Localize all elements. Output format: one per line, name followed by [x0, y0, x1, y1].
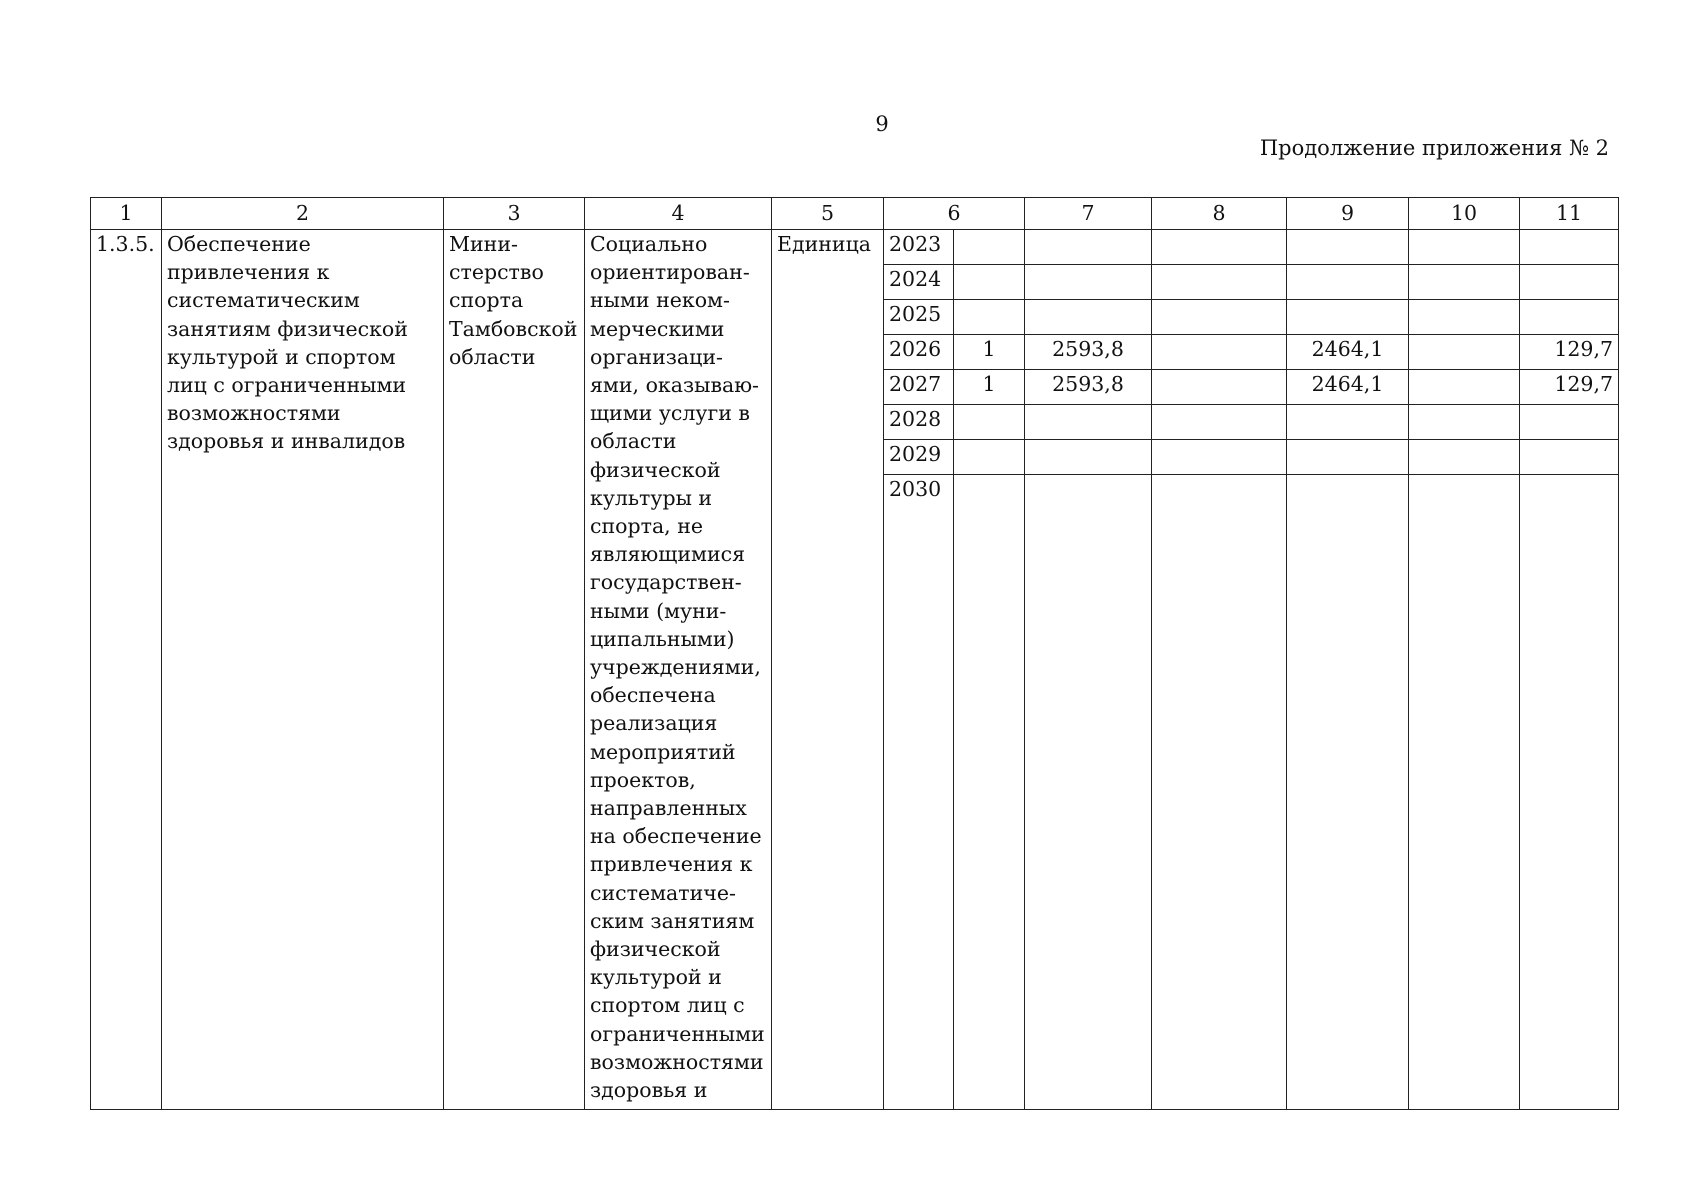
quantity-cell — [954, 475, 1025, 1110]
header-cell-8: 8 — [1152, 198, 1287, 230]
year-cell: 2030 — [884, 475, 954, 1110]
value-cell-9 — [1287, 440, 1409, 475]
value-cell-10 — [1409, 230, 1520, 265]
value-cell-10 — [1409, 405, 1520, 440]
header-cell-4: 4 — [585, 198, 772, 230]
year-cell: 2029 — [884, 440, 954, 475]
header-cell-3: 3 — [444, 198, 585, 230]
value-cell-11 — [1520, 230, 1619, 265]
unit: Единица — [772, 230, 884, 1110]
executor: Мини- стерство спорта Тамбовской области — [444, 230, 585, 1110]
value-cell-10 — [1409, 265, 1520, 300]
value-cell-9 — [1287, 405, 1409, 440]
value-cell-7: 2593,8 — [1025, 370, 1152, 405]
value-cell-7 — [1025, 265, 1152, 300]
page-number: 9 — [875, 112, 889, 136]
value-cell-11 — [1520, 265, 1619, 300]
value-cell-11 — [1520, 405, 1619, 440]
year-cell: 2025 — [884, 300, 954, 335]
value-cell-7 — [1025, 230, 1152, 265]
value-cell-8 — [1152, 440, 1287, 475]
value-cell-9 — [1287, 230, 1409, 265]
value-cell-11 — [1520, 440, 1619, 475]
year-cell: 2024 — [884, 265, 954, 300]
header-cell-5: 5 — [772, 198, 884, 230]
quantity-cell — [954, 265, 1025, 300]
value-cell-7 — [1025, 300, 1152, 335]
value-cell-9: 2464,1 — [1287, 335, 1409, 370]
header-cell-6: 6 — [884, 198, 1025, 230]
header-cell-1: 1 — [91, 198, 162, 230]
quantity-cell — [954, 405, 1025, 440]
value-cell-10 — [1409, 475, 1520, 1110]
value-cell-9 — [1287, 265, 1409, 300]
value-cell-10 — [1409, 300, 1520, 335]
table-row — [91, 230, 1619, 265]
value-cell-9: 2464,1 — [1287, 370, 1409, 405]
value-cell-11: 129,7 — [1520, 335, 1619, 370]
quantity-cell — [954, 300, 1025, 335]
appendix-table — [90, 197, 1619, 1110]
value-cell-7 — [1025, 405, 1152, 440]
value-cell-10 — [1409, 335, 1520, 370]
value-cell-8 — [1152, 300, 1287, 335]
activity-name: Обеспечение привлечения к систематическим занятиям физической культурой и спортом лиц с ограниченными возможностями здоровья и инвалидов — [162, 230, 444, 1110]
result-description: Социально ориентирован- ными неком- мерческими организаци- ями, оказываю- щими услуги в области физической культуры и спорта, не являющимися государствен- ными (муни- ципальными) учреждениями, обеспечена реализация мероприятий проектов, направленных на обеспечение привлечения к систематиче- ским занятиям физической культурой и спортом лиц с ограниченными возможностями здоровья и — [585, 230, 772, 1110]
value-cell-8 — [1152, 475, 1287, 1110]
quantity-cell — [954, 440, 1025, 475]
value-cell-7 — [1025, 440, 1152, 475]
value-cell-9 — [1287, 300, 1409, 335]
value-cell-10 — [1409, 370, 1520, 405]
header-cell-10: 10 — [1409, 198, 1520, 230]
year-cell: 2026 — [884, 335, 954, 370]
value-cell-8 — [1152, 405, 1287, 440]
header-row — [91, 198, 1619, 230]
value-cell-8 — [1152, 335, 1287, 370]
value-cell-11 — [1520, 300, 1619, 335]
appendix-title: Продолжение приложения № 2 — [1259, 136, 1609, 160]
value-cell-10 — [1409, 440, 1520, 475]
year-cell: 2027 — [884, 370, 954, 405]
value-cell-11 — [1520, 475, 1619, 1110]
year-cell: 2028 — [884, 405, 954, 440]
year-cell: 2023 — [884, 230, 954, 265]
value-cell-9 — [1287, 475, 1409, 1110]
header-cell-2: 2 — [162, 198, 444, 230]
value-cell-7: 2593,8 — [1025, 335, 1152, 370]
value-cell-8 — [1152, 230, 1287, 265]
header-cell-11: 11 — [1520, 198, 1619, 230]
quantity-cell: 1 — [954, 335, 1025, 370]
value-cell-7 — [1025, 475, 1152, 1110]
value-cell-8 — [1152, 370, 1287, 405]
quantity-cell: 1 — [954, 370, 1025, 405]
value-cell-11: 129,7 — [1520, 370, 1619, 405]
header-cell-7: 7 — [1025, 198, 1152, 230]
quantity-cell — [954, 230, 1025, 265]
value-cell-8 — [1152, 265, 1287, 300]
row-number: 1.3.5. — [91, 230, 162, 1110]
header-cell-9: 9 — [1287, 198, 1409, 230]
